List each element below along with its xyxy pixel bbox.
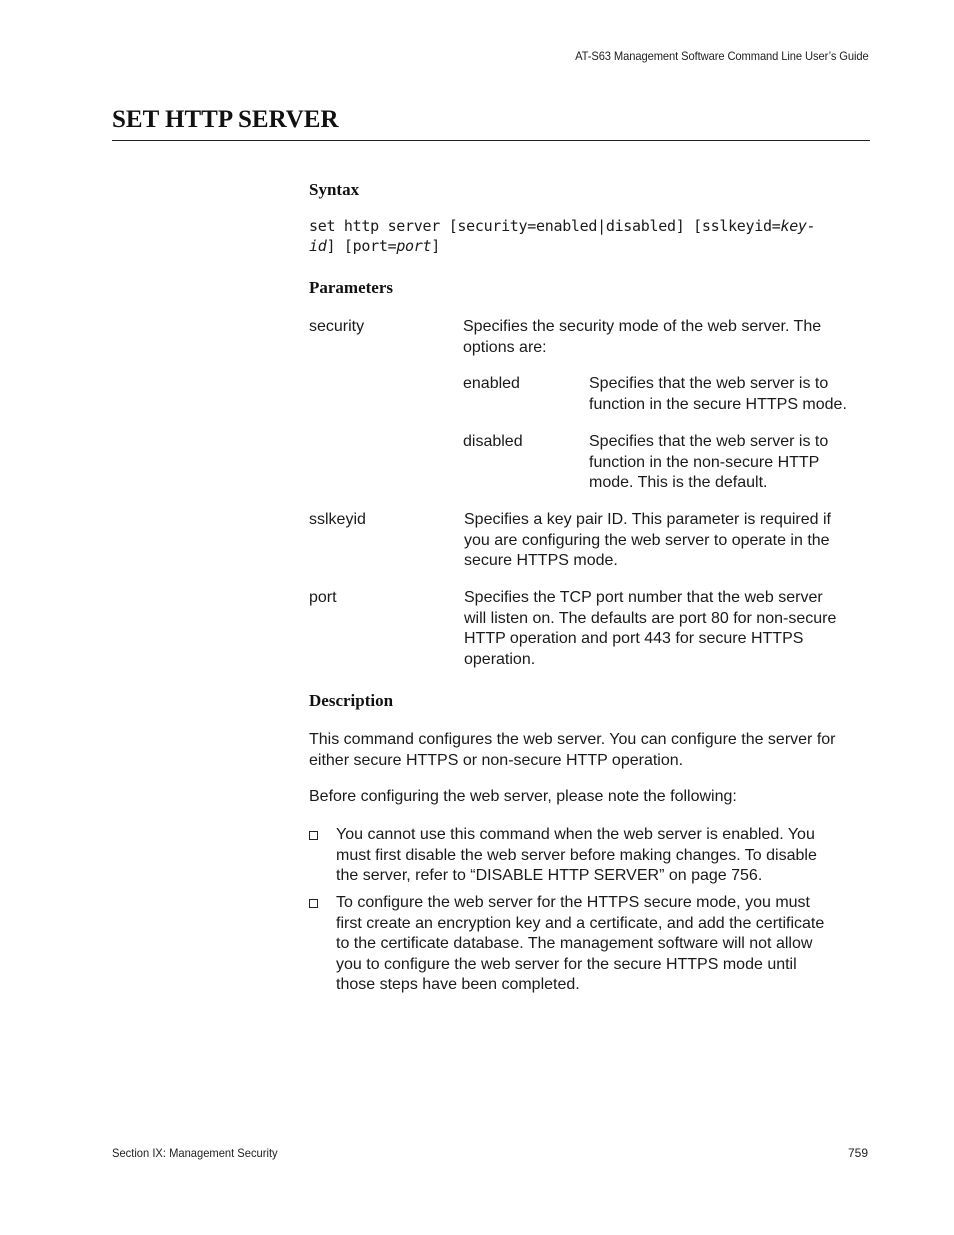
syntax-part3: ] bbox=[431, 237, 440, 255]
param-port-name: port bbox=[309, 589, 337, 606]
bullet-line: those steps have been completed. bbox=[336, 976, 580, 993]
syntax-part2: ] [port= bbox=[326, 237, 397, 255]
bullet-line: To configure the web server for the HTTPS secure mode, you must bbox=[336, 894, 810, 911]
description-paragraph-1 bbox=[309, 730, 871, 771]
option-disabled-name: disabled bbox=[463, 433, 523, 450]
desc-line: Specifies the TCP port number that the web server bbox=[464, 589, 823, 606]
syntax-var-port: port bbox=[396, 237, 432, 255]
bullet-line: You cannot use this command when the web server is enabled. You bbox=[336, 826, 815, 843]
bullet-line: you to configure the web server for the secure HTTPS mode until bbox=[336, 955, 797, 973]
footer-section: Section IX: Management Security bbox=[112, 1146, 278, 1160]
page-title: SET HTTP SERVER bbox=[112, 106, 339, 133]
desc-line: you are configuring the web server to operate in the bbox=[464, 531, 830, 549]
bullet-text bbox=[336, 893, 866, 996]
desc-line: HTTP operation and port 443 for secure HTTPS bbox=[464, 630, 804, 647]
running-header: AT-S63 Management Software Command Line User’s Guide bbox=[575, 49, 869, 63]
desc-line: operation. bbox=[464, 650, 536, 668]
syntax-var-keyid-1: key- bbox=[780, 217, 816, 235]
option-enabled-desc bbox=[589, 374, 869, 415]
para-line: either secure HTTPS or non-secure HTTP operation. bbox=[309, 751, 684, 769]
option-disabled-desc bbox=[589, 432, 869, 494]
desc-line: will listen on. The defaults are port 80 for non-secure bbox=[464, 609, 837, 627]
desc-line: Specifies the security mode of the web server. The bbox=[463, 318, 822, 335]
footer-page-number: 759 bbox=[847, 1146, 868, 1160]
checkbox-bullet-icon bbox=[309, 899, 318, 908]
syntax-command bbox=[309, 216, 869, 256]
description-heading: Description bbox=[309, 691, 394, 710]
desc-line: secure HTTPS mode. bbox=[464, 552, 618, 569]
para-line: This command configures the web server. You can configure the server for bbox=[309, 731, 836, 748]
desc-line: Specifies a key pair ID. This parameter is required if bbox=[464, 511, 831, 528]
desc-line: Specifies that the web server is to bbox=[589, 375, 829, 392]
bullet-line: to the certificate database. The management software will not allow bbox=[336, 935, 813, 952]
param-security-desc bbox=[463, 317, 868, 358]
bullet-text bbox=[336, 825, 866, 887]
description-paragraph-2: Before configuring the web server, please note the following: bbox=[309, 788, 737, 805]
syntax-heading: Syntax bbox=[309, 180, 360, 199]
desc-line: mode. This is the default. bbox=[589, 474, 768, 491]
parameters-heading: Parameters bbox=[309, 278, 394, 297]
param-sslkeyid-desc bbox=[464, 510, 869, 572]
bullet-line: first create an encryption key and a certificate, and add the certificate bbox=[336, 914, 825, 932]
checkbox-bullet-icon bbox=[309, 831, 318, 840]
bullet-line: the server, refer to “DISABLE HTTP SERVER” on page 756. bbox=[336, 867, 763, 884]
option-enabled-name: enabled bbox=[463, 375, 520, 392]
bullet-line: must first disable the web server before making changes. To disable bbox=[336, 846, 817, 864]
param-security-name: security bbox=[309, 318, 365, 335]
param-sslkeyid-name: sslkeyid bbox=[309, 511, 366, 528]
title-rule bbox=[112, 140, 870, 141]
desc-line: function in the secure HTTPS mode. bbox=[589, 395, 847, 413]
desc-line: function in the non-secure HTTP bbox=[589, 453, 820, 471]
syntax-var-keyid-2: id bbox=[309, 237, 327, 255]
desc-line: Specifies that the web server is to bbox=[589, 433, 829, 450]
syntax-part1: set http server [security=enabled|disabled] [sslkeyid= bbox=[309, 217, 781, 235]
param-port-desc bbox=[464, 588, 869, 670]
desc-line: options are: bbox=[463, 338, 547, 356]
